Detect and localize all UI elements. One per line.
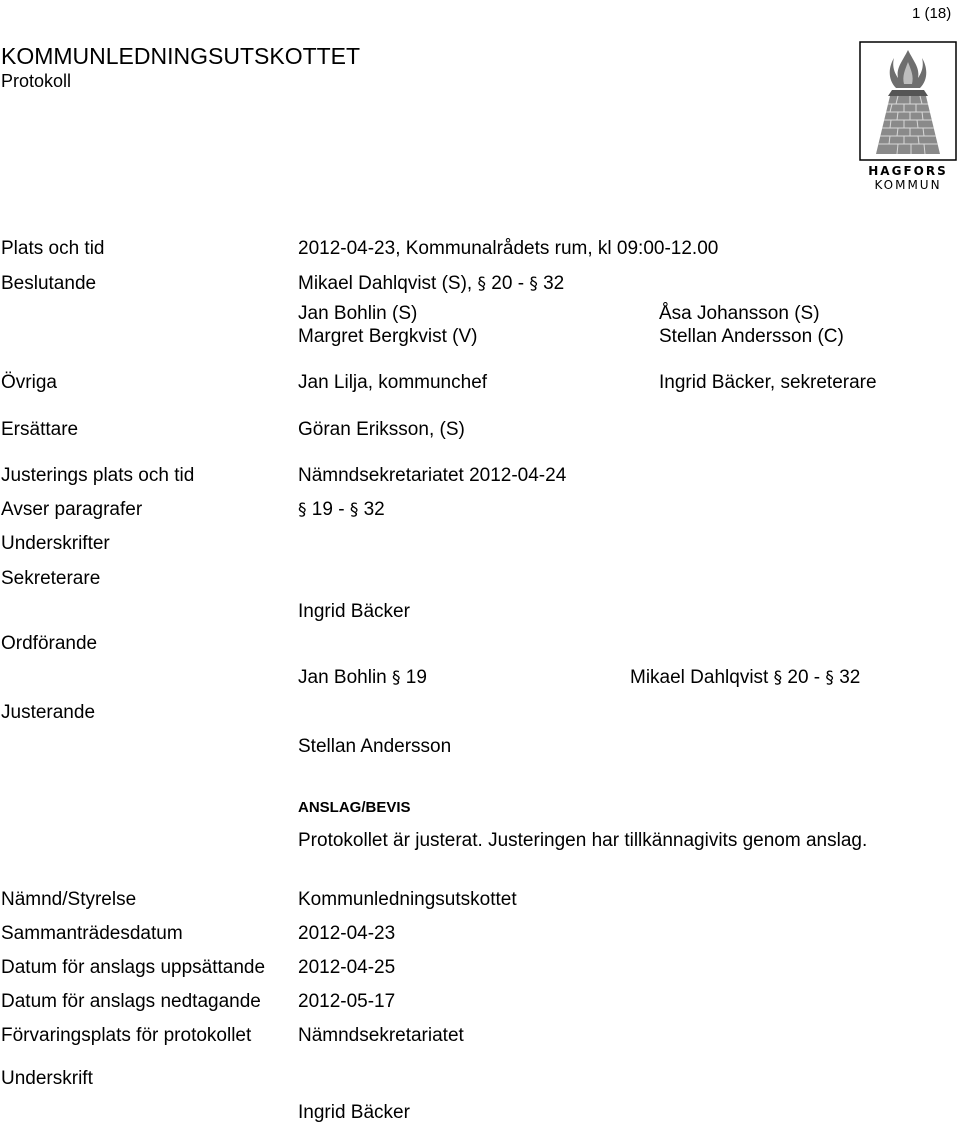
decision-value xyxy=(298,273,564,295)
member: Margret Bergkvist (V) xyxy=(298,326,478,347)
notice-heading: ANSLAG/BEVIS xyxy=(298,799,411,816)
adjuster-label: Justerande xyxy=(1,702,96,723)
place-value: 2012-04-23, Kommunalrådets rum, kl 09:00-12.00 xyxy=(298,238,719,259)
logo-text-kommun: KOMMUN xyxy=(874,178,942,192)
logo-text-hagfors: HAGFORS xyxy=(868,164,948,178)
paragraphs-value xyxy=(298,499,385,521)
chair-2 xyxy=(630,667,860,689)
adjustment-label: Justerings plats och tid xyxy=(1,465,195,486)
notice-row-label: Nämnd/Styrelse xyxy=(1,889,137,910)
notice-row-label: Sammanträdesdatum xyxy=(1,923,183,944)
section-sign: § xyxy=(529,274,538,294)
adjustment-value: Nämndsekretariatet 2012-04-24 xyxy=(298,465,567,486)
section-sign: § xyxy=(825,668,834,688)
notice-text: Protokollet är justerat. Justeringen har tillkännagivits genom anslag. xyxy=(298,830,868,851)
notice-row-value: 2012-04-23 xyxy=(298,923,396,944)
hagfors-kommun-logo xyxy=(858,40,958,192)
paragraphs-start: 19 - xyxy=(311,499,345,520)
chair-1 xyxy=(298,667,427,689)
committee-title: KOMMUNLEDNINGSUTSKOTTET xyxy=(1,43,361,69)
notice-row-value: 2012-04-25 xyxy=(298,957,396,978)
others-label: Övriga xyxy=(1,372,57,393)
substitutes-label: Ersättare xyxy=(1,419,79,440)
chair-label: Ordförande xyxy=(1,633,98,654)
substitutes-value: Göran Eriksson, (S) xyxy=(298,419,465,440)
secretary-label: Sekreterare xyxy=(1,568,101,589)
section-sign: § xyxy=(298,500,307,520)
chair-2-paragraph-end: 32 xyxy=(839,667,861,688)
member: Stellan Andersson (C) xyxy=(659,326,844,347)
chair-2-name: Mikael Dahlqvist xyxy=(630,667,769,688)
decision-range-end: 32 xyxy=(543,273,565,294)
section-sign: § xyxy=(392,668,401,688)
member: Jan Bohlin (S) xyxy=(298,303,418,324)
paragraphs-label: Avser paragrafer xyxy=(1,499,143,520)
notice-row-value: Kommunledningsutskottet xyxy=(298,889,517,910)
chair-2-paragraph-start: 20 - xyxy=(787,667,821,688)
signatures-label: Underskrifter xyxy=(1,533,110,554)
place-label: Plats och tid xyxy=(1,238,105,259)
section-sign: § xyxy=(349,500,359,520)
decision-label: Beslutande xyxy=(1,273,97,294)
signature-label: Underskrift xyxy=(1,1068,93,1089)
chair-1-name: Jan Bohlin xyxy=(298,667,387,688)
signature-name: Ingrid Bäcker xyxy=(298,1102,410,1123)
paragraphs-end: 32 xyxy=(363,499,385,520)
document-type: Protokoll xyxy=(1,71,72,91)
section-sign: § xyxy=(477,274,486,294)
notice-row-label: Datum för anslags uppsättande xyxy=(1,957,266,978)
section-sign: § xyxy=(773,668,783,688)
other-participant: Jan Lilja, kommunchef xyxy=(298,372,488,393)
decision-name: Mikael Dahlqvist (S), xyxy=(298,273,473,294)
other-participant: Ingrid Bäcker, sekreterare xyxy=(659,372,877,393)
notice-row-value: Nämndsekretariatet xyxy=(298,1025,464,1046)
decision-range: 20 - xyxy=(491,273,525,294)
member: Åsa Johansson (S) xyxy=(659,303,820,324)
page-number: 1 (18) xyxy=(912,5,952,22)
adjuster-name: Stellan Andersson xyxy=(298,736,452,757)
notice-row-label: Förvaringsplats för protokollet xyxy=(1,1025,252,1046)
secretary-name: Ingrid Bäcker xyxy=(298,601,410,622)
chair-1-paragraph: 19 xyxy=(405,667,427,688)
notice-row-value: 2012-05-17 xyxy=(298,991,396,1012)
notice-row-label: Datum för anslags nedtagande xyxy=(1,991,261,1012)
